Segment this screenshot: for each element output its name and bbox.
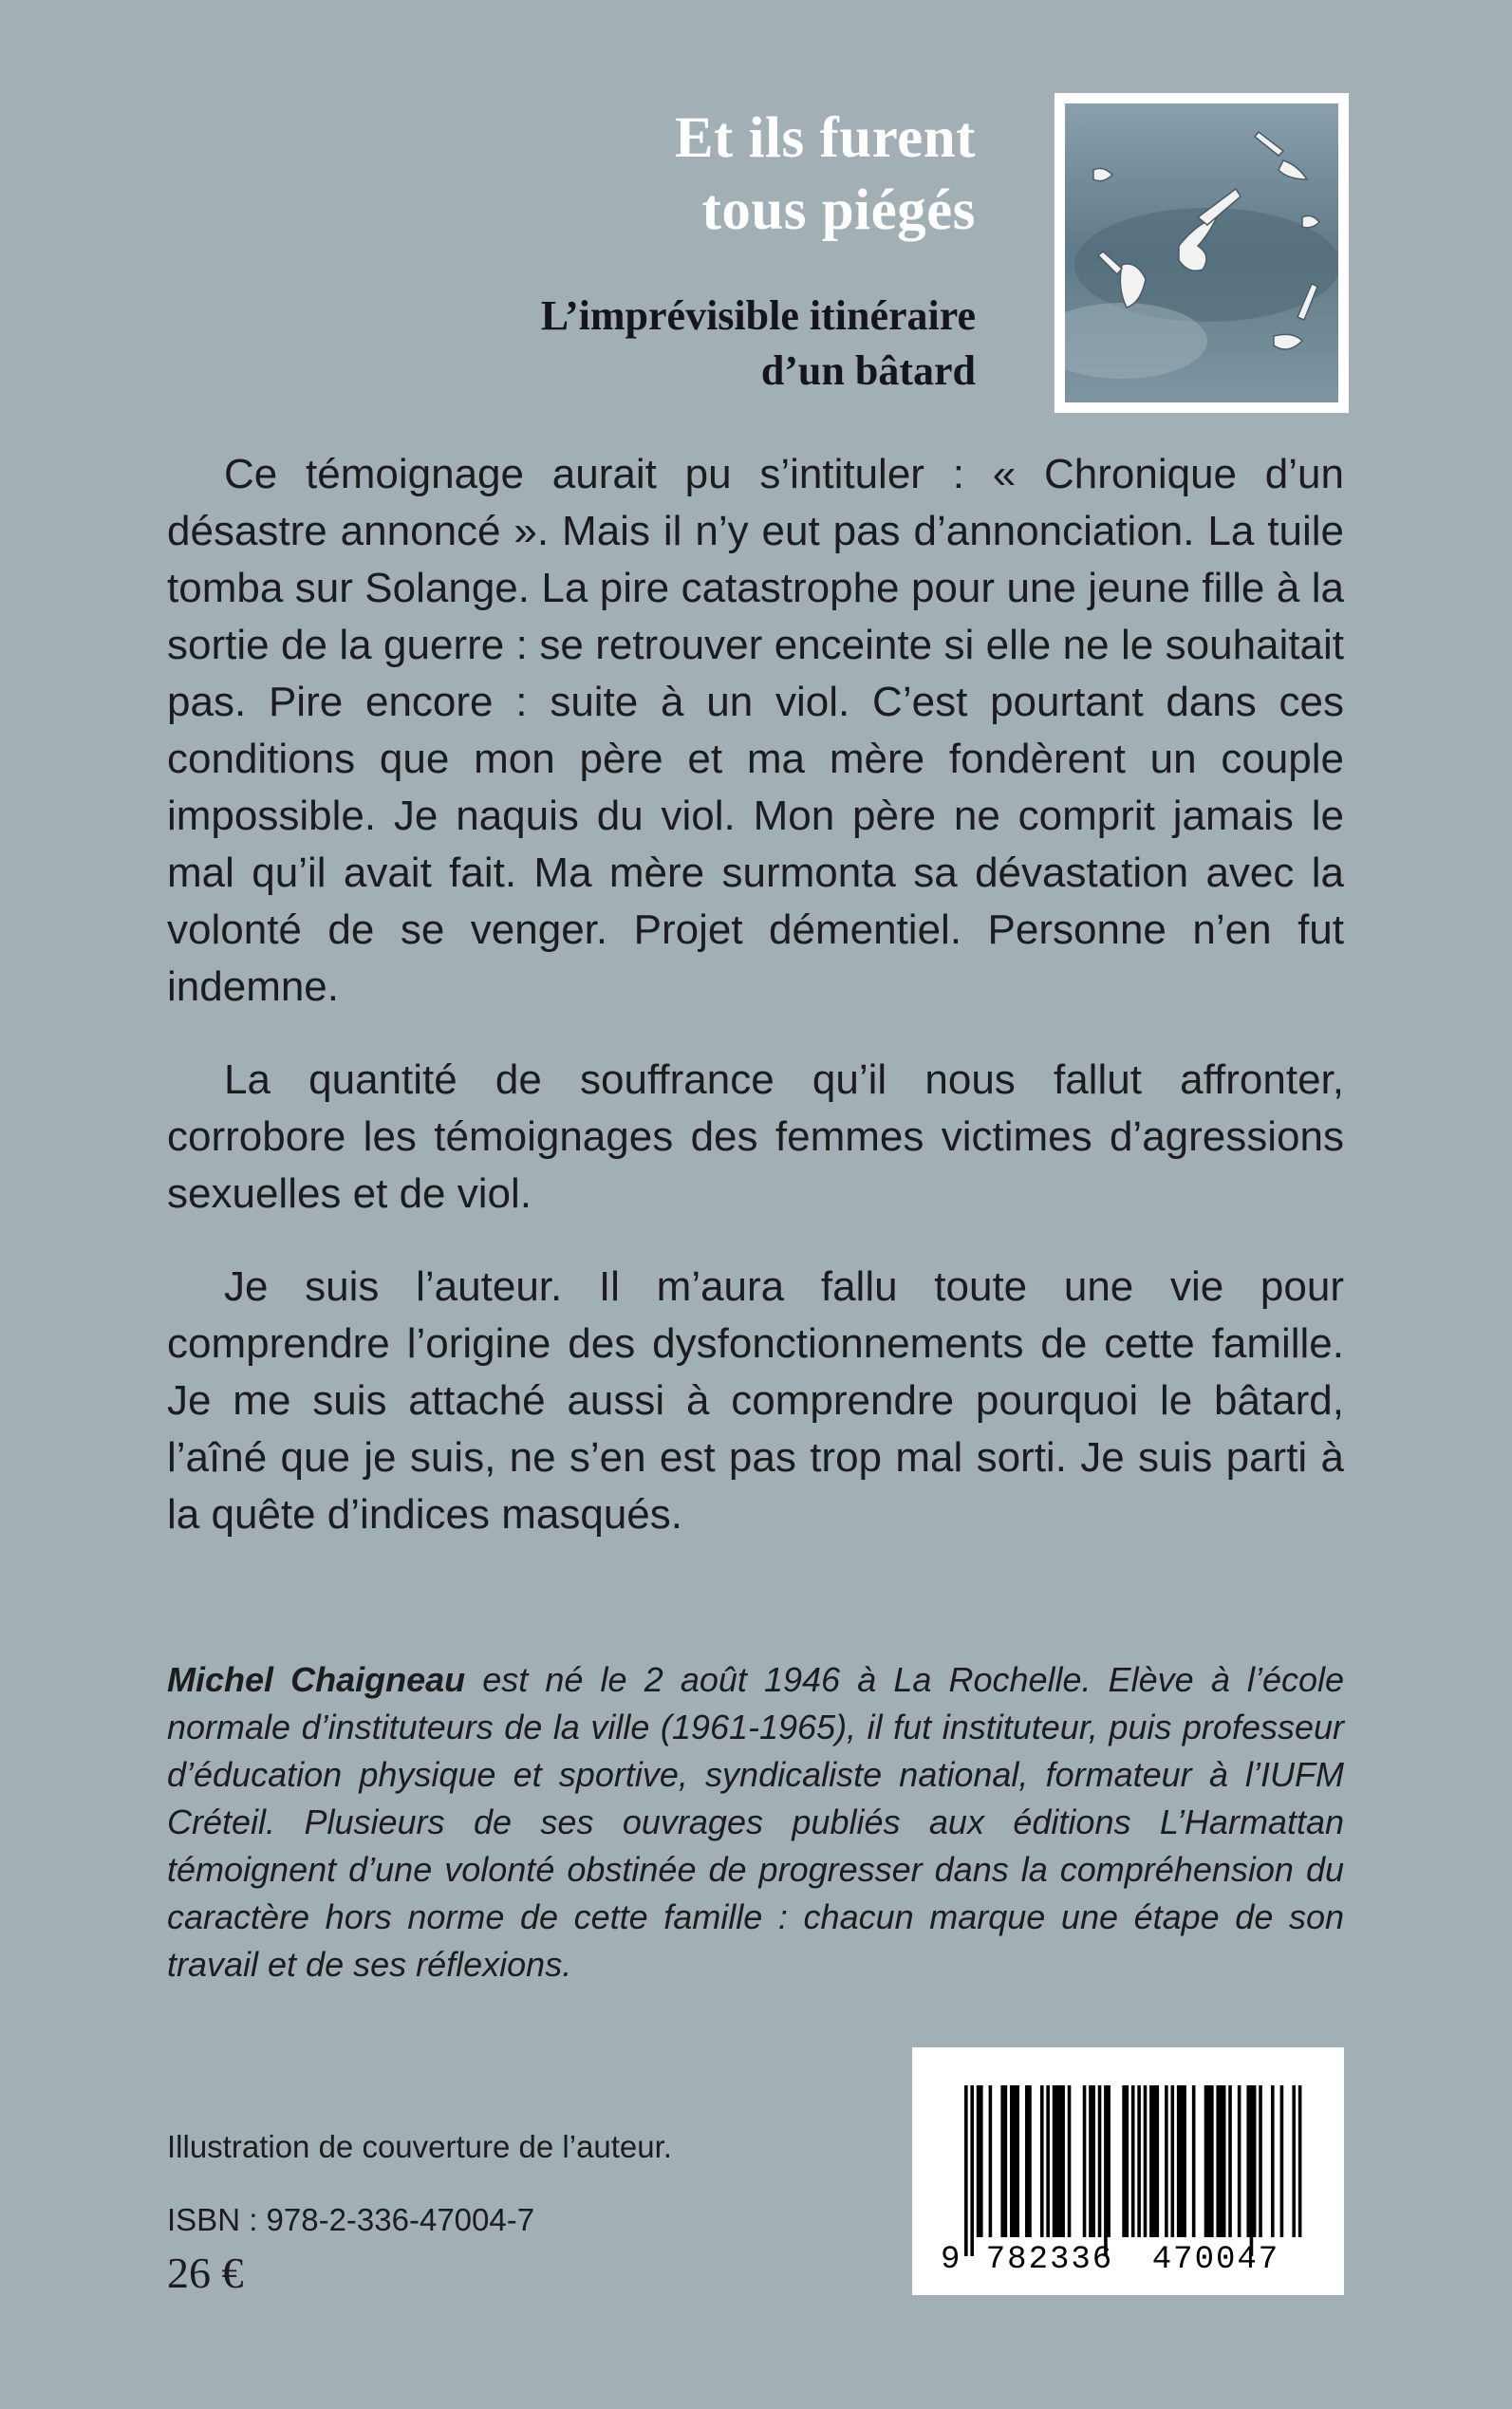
barcode-bar [1183,2085,1186,2237]
barcode-digits-right: 470047 [1151,2242,1280,2278]
barcode-bar [1210,2085,1214,2237]
barcode-bar [1104,2085,1108,2256]
barcode-bar [1180,2085,1184,2237]
book-title-line-1: Et ils furent [674,106,976,170]
author-bio [167,1656,1344,1989]
barcode-bar [1083,2085,1087,2237]
barcode-bar [1238,2085,1241,2237]
barcode-bar [1204,2085,1208,2237]
barcode-bar [1040,2085,1044,2237]
barcode-bar [1053,2085,1056,2237]
isbn: ISBN : 978-2-336-47004-7 [167,2202,535,2237]
title-block [254,103,976,399]
illustration-credit: Illustration de couverture de l’auteur. [167,2129,672,2164]
blurb-paragraph-2: La quantité de souffrance qu’il nous fallut affronter, corrobore les témoignages des femmes victimes d’agressions sexuelles et de viol. [167,1056,1344,1217]
barcode-bar [970,2085,974,2256]
barcode-bar [1126,2085,1129,2237]
barcode-bar [1177,2085,1181,2237]
barcode-graphic [912,2047,1344,2295]
barcode-bar [1122,2085,1126,2237]
barcode-bar [1013,2085,1017,2237]
barcode-bar [1131,2085,1135,2237]
barcode-bar [1253,2085,1257,2237]
barcode-bar [1028,2085,1032,2237]
book-subtitle-line-1: L’imprévisible itinéraire [540,292,976,339]
barcode-bar [1004,2085,1008,2237]
barcode-bar [1152,2085,1156,2237]
author-bio-text: est né le 2 août 1946 à La Rochelle. Elève à l’école normale d’instituteurs de la ville (1961-1965), il fut instituteur, puis professeur d’éducation physique et sportive, syndicaliste national, formateur à l’IUFM Créteil. Plusieurs de ses ouvrages publiés aux éditions L’Harmattan témoignent d’une volonté obstinée de progresser dans la compréhension du caractère hors norme de cette famille : chacun marque une étape de son travail et de ses réflexions. [167,1660,1345,1984]
barcode-bar [1292,2085,1296,2237]
barcode-bar [989,2085,993,2237]
book-subtitle-line-2: d’un bâtard [760,347,976,394]
blurb-paragraph-3: Je suis l’auteur. Il m’aura fallu toute une vie pour comprendre l’origine des dysfonctionnements de cette famille. Je me suis attaché aussi à comprendre pourquoi le bâtard, l’aîné que je suis, ne s’en est pas trop mal sorti. Je suis parti à la quête d’indices masqués. [167,1263,1344,1538]
barcode-bar [1228,2085,1232,2237]
barcode-bar [1025,2085,1029,2237]
barcode-bar [1061,2085,1065,2237]
barcode-bar [1107,2085,1111,2237]
blurb-paragraph-1: Ce témoignage aurait pu s’intituler : « Chronique d’un désastre annoncé ». Mais il n’y eut pas d’annonciation. La tuile tomba sur Solange. La pire catastrophe pour une jeune fille à la sortie de la guerre : se retrouver enceinte si elle ne le souhaitait pas. Pire encore : suite à un viol. C’est pourtant dans ces conditions que mon père et ma mère fondèrent un couple impossible. Je naquis du viol. Mon père ne comprit jamais le mal qu’il avait fait. Ma mère surmonta sa dévastation avec la volonté de se venger. Projet démentiel. Personne n’en fut indemne. [167,451,1344,1010]
cover-thumbnail [1055,93,1349,413]
barcode-bar [1149,2085,1153,2237]
barcode-bar [1144,2085,1148,2237]
barcode-bar [1098,2085,1102,2237]
barcode-digits-left: 782336 [985,2242,1114,2278]
barcode-bar [1220,2085,1223,2237]
barcode-bar [1046,2085,1050,2237]
barcode-bar [1216,2085,1220,2237]
barcode-bar [1089,2085,1092,2237]
barcode-bar [1155,2085,1159,2237]
barcode-digit-first: 9 [941,2242,962,2278]
seagulls-illustration-icon [1065,103,1338,402]
barcode-bar [1010,2085,1014,2237]
blurb [167,446,1344,1579]
barcode-bar [1192,2085,1196,2237]
barcode-bar [1280,2085,1284,2237]
book-title-line-2: tous piégés [701,178,976,242]
barcode-bar [1068,2085,1072,2237]
barcode-bar [1055,2085,1059,2237]
barcode-bar [980,2085,983,2237]
barcode-bar [1000,2085,1004,2237]
barcode-bar [1271,2085,1275,2237]
barcode-bar [977,2085,980,2237]
barcode-bar [1165,2085,1168,2237]
barcode-bar [1092,2085,1095,2237]
barcode-bar [1259,2085,1262,2237]
author-name: Michel Chaigneau [167,1660,466,1699]
barcode-bar [1170,2085,1174,2237]
barcode-bar [1298,2085,1302,2237]
barcode-bar [1207,2085,1211,2237]
barcode-bar [1223,2085,1226,2237]
barcode-bar [1016,2085,1019,2237]
barcode-bar [1058,2085,1062,2237]
barcode-bar [1250,2085,1254,2256]
book-title [254,103,976,247]
book-subtitle [254,289,976,399]
barcode-bar [964,2085,968,2256]
barcode-bar [1246,2085,1250,2237]
barcode [912,2047,1344,2295]
price: 26 € [167,2249,244,2297]
barcode-bar [1137,2085,1141,2237]
